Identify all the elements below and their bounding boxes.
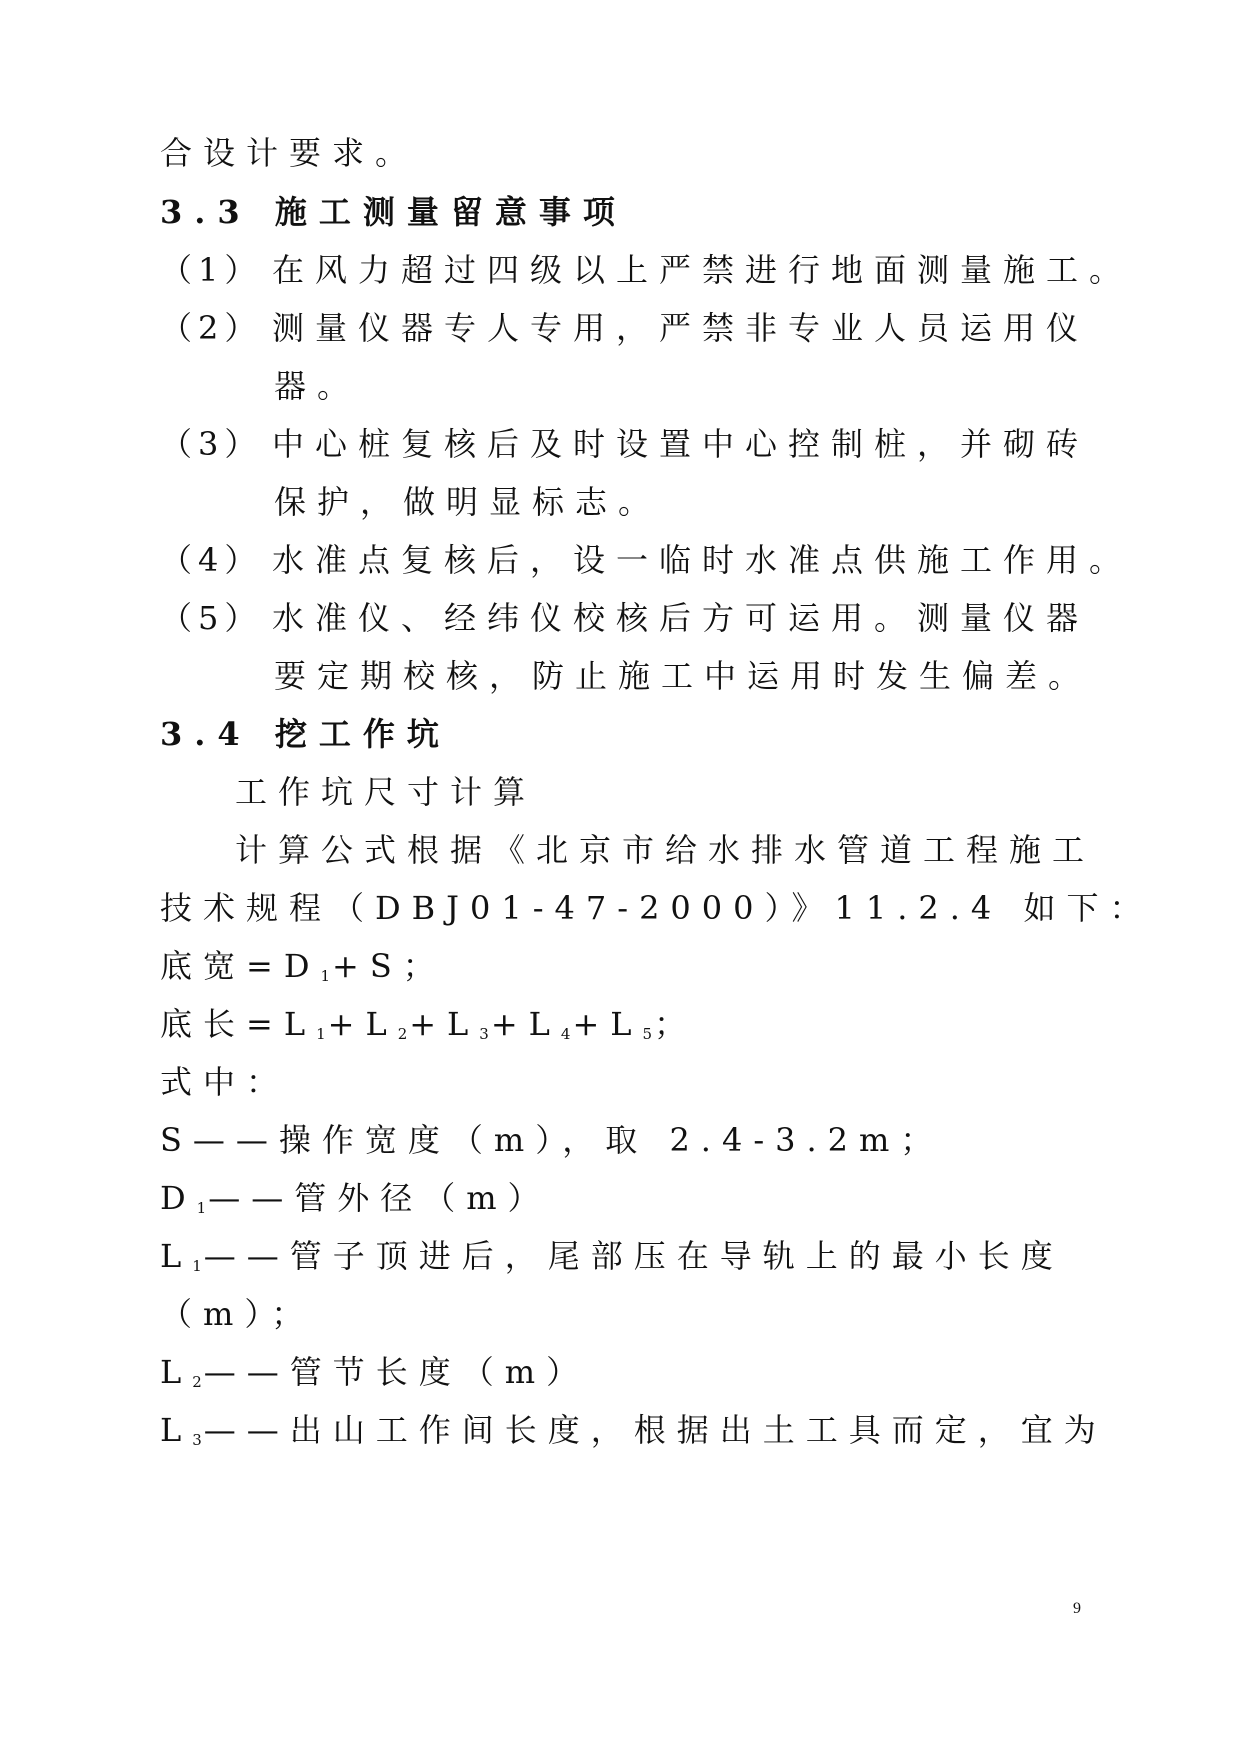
list-item-2 <box>160 308 1091 348</box>
paragraph-line: 计算公式根据《北京市给水排水管道工程施工 <box>235 831 1096 869</box>
formula-text: 底长=L <box>160 1005 317 1043</box>
formula-bottom-width <box>160 946 1091 996</box>
definition-s: S——操作宽度（m），取 2.4-3.2m； <box>160 1121 944 1159</box>
formula-text: +S； <box>332 947 446 985</box>
list-item-5-continuation: 要定期校核，防止施工中运用时发生偏差。 <box>274 657 1092 695</box>
symbol: L <box>160 1353 193 1391</box>
subscript: 1 <box>192 1257 204 1275</box>
definition-l3 <box>160 1410 1107 1460</box>
formula-text: +L <box>490 1005 561 1043</box>
formula-text: ； <box>654 1005 698 1043</box>
formula-bottom-length <box>160 1004 1091 1054</box>
list-number: （4） <box>160 541 263 579</box>
formula-text: +L <box>327 1005 398 1043</box>
list-text: 中心桩复核后及时设置中心控制桩，并砌砖 <box>272 425 1090 463</box>
subscript: 1 <box>196 1199 209 1217</box>
list-text: 水准点复核后，设一临时水准点供施工作用。 <box>272 541 1133 579</box>
subscript: 2 <box>192 1373 204 1391</box>
subheading-text: 工作坑尺寸计算 <box>235 773 537 811</box>
subscript: 4 <box>560 1025 573 1043</box>
list-item-5 <box>160 598 1091 638</box>
definition-text: ——出山工作间长度，根据出土工具而定，宜为 <box>203 1411 1107 1449</box>
list-number: （1） <box>160 251 263 289</box>
list-item-4 <box>160 540 1133 580</box>
definition-text: ——管子顶进后，尾部压在导轨上的最小长度 <box>203 1237 1064 1275</box>
formula-text: +L <box>409 1005 480 1043</box>
list-item-3 <box>160 424 1091 464</box>
subscript: 1 <box>316 1025 328 1043</box>
list-item-1 <box>160 250 1133 290</box>
subscript: 5 <box>642 1025 655 1043</box>
list-item-3-continuation: 保护，做明显标志。 <box>274 483 662 521</box>
symbol: D <box>160 1179 197 1217</box>
text-line: 式中： <box>160 1063 290 1101</box>
page-number: 9 <box>1073 1600 1081 1617</box>
symbol: L <box>160 1237 193 1275</box>
list-text: 在风力超过四级以上严禁进行地面测量施工。 <box>272 251 1133 289</box>
subscript: 1 <box>320 967 333 985</box>
subscript: 3 <box>479 1025 491 1043</box>
list-number: （5） <box>160 599 263 637</box>
list-text: 测量仪器专人专用，严禁非专业人员运用仪 <box>272 309 1090 347</box>
subscript: 3 <box>192 1431 204 1449</box>
definition-d1 <box>160 1178 1091 1228</box>
list-text: 水准仪、经纬仪校核后方可运用。测量仪器 <box>272 599 1090 637</box>
list-item-2-continuation: 器。 <box>274 367 361 405</box>
formula-text: 底宽=D <box>160 947 321 985</box>
definition-l1 <box>160 1236 1091 1286</box>
list-number: （2） <box>160 309 263 347</box>
list-number: （3） <box>160 425 263 463</box>
symbol: L <box>160 1411 193 1449</box>
subscript: 2 <box>397 1025 410 1043</box>
definition-l1-continuation: （m）； <box>160 1295 315 1333</box>
section-heading-3-4: 3.4 挖工作坑 <box>160 715 451 753</box>
paragraph-line: 技术规程（DBJ01-47-2000）》11.2.4 如下： <box>160 889 1153 927</box>
definition-l2 <box>160 1352 1091 1402</box>
definition-text: ——管外径（m） <box>208 1179 551 1217</box>
text-line: 合设计要求。 <box>160 134 419 172</box>
definition-text: ——管节长度（m） <box>203 1353 590 1391</box>
formula-text: +L <box>572 1005 643 1043</box>
section-heading-3-3: 3.3 施工测量留意事项 <box>160 193 627 231</box>
